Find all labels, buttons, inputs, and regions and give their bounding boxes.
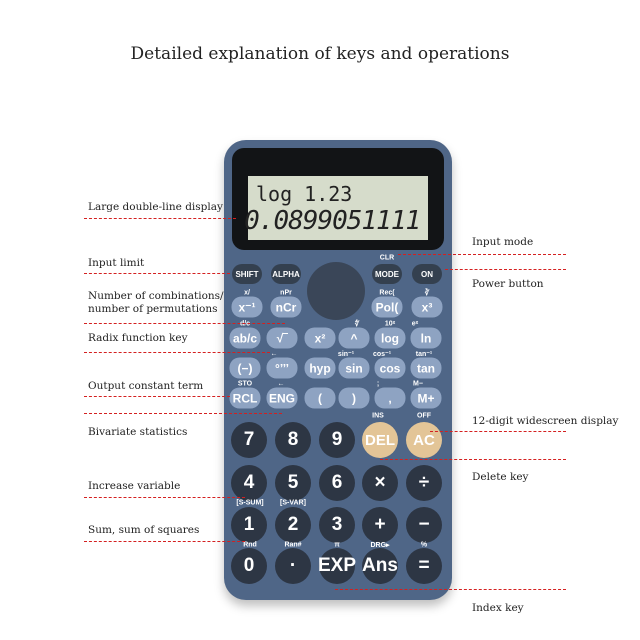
key-big[interactable]: 8 bbox=[275, 422, 311, 458]
annotation-label: Sum, sum of squares bbox=[88, 524, 200, 536]
key-big[interactable]: 2 bbox=[275, 507, 311, 543]
annotation-label: Number of combinations/ number of permutations bbox=[88, 290, 224, 315]
key-big[interactable]: 9 bbox=[319, 422, 355, 458]
key-big[interactable]: 1 bbox=[231, 507, 267, 543]
key-1[interactable]: ALPHA bbox=[271, 264, 301, 284]
key-big[interactable]: 7 bbox=[231, 422, 267, 458]
key-0[interactable]: SHIFT bbox=[232, 264, 262, 284]
leader-line bbox=[445, 269, 566, 270]
annotation-label: Bivariate statistics bbox=[88, 426, 188, 438]
shift-label: nPr bbox=[280, 289, 292, 297]
annotation-label: Index key bbox=[472, 602, 524, 614]
key-big[interactable]: 4 bbox=[231, 465, 267, 501]
shift-label: tan⁻¹ bbox=[415, 351, 433, 358]
shift-label: ; bbox=[376, 380, 380, 388]
display-line-2: 0.0899051111 bbox=[244, 206, 420, 236]
leader-line bbox=[84, 541, 245, 542]
leader-line bbox=[84, 413, 282, 414]
leader-line bbox=[398, 254, 566, 255]
leader-line bbox=[84, 218, 236, 219]
annotation-label: Input mode bbox=[472, 236, 534, 248]
key-16[interactable]: hyp bbox=[305, 358, 336, 379]
key-17[interactable]: sin bbox=[339, 358, 370, 379]
leader-line bbox=[380, 459, 566, 460]
key-big[interactable]: AC bbox=[406, 422, 442, 458]
shift-label: sin⁻¹ bbox=[337, 351, 355, 358]
annotation-label: Power button bbox=[472, 278, 544, 290]
key-big[interactable]: − bbox=[406, 507, 442, 543]
leader-line bbox=[84, 273, 230, 274]
key-big[interactable]: DEL bbox=[362, 422, 398, 458]
key-15[interactable]: °’’’ bbox=[267, 358, 298, 379]
leader-line bbox=[84, 396, 230, 397]
key-big[interactable]: 5 bbox=[275, 465, 311, 501]
shift-label: Rec( bbox=[379, 289, 395, 297]
key-big[interactable]: · bbox=[275, 548, 311, 584]
annotation-label: Increase variable bbox=[88, 480, 181, 492]
key-21[interactable]: ENG bbox=[267, 388, 298, 409]
key-big[interactable]: 3 bbox=[319, 507, 355, 543]
key-2[interactable]: MODE bbox=[372, 264, 402, 284]
display-line-1: log 1.23 bbox=[256, 182, 353, 206]
shift-label: ← bbox=[270, 350, 278, 358]
shift-label: OFF bbox=[417, 412, 431, 420]
key-big[interactable]: Ans bbox=[362, 548, 398, 584]
annotation-label: Large double-line display bbox=[88, 201, 223, 213]
leader-line bbox=[84, 352, 270, 353]
key-12[interactable]: log bbox=[375, 328, 406, 349]
key-big[interactable]: EXP bbox=[319, 548, 355, 584]
shift-label: ← bbox=[277, 380, 285, 388]
leader-line bbox=[84, 323, 285, 324]
annotation-label: Radix function key bbox=[88, 332, 188, 344]
annotation-label: Input limit bbox=[88, 257, 145, 269]
page-title: Detailed explanation of keys and operations bbox=[130, 44, 510, 64]
key-3[interactable]: ON bbox=[412, 264, 442, 284]
key-big[interactable]: = bbox=[406, 548, 442, 584]
key-11[interactable]: ^ bbox=[339, 328, 370, 349]
key-10[interactable]: x² bbox=[305, 328, 336, 349]
shift-label: Ran# bbox=[284, 541, 302, 549]
shift-label: d/c bbox=[239, 320, 251, 328]
shift-label: M− bbox=[413, 380, 423, 388]
shift-label: x/ bbox=[244, 289, 250, 297]
key-7[interactable]: x³ bbox=[412, 297, 443, 318]
key-24[interactable]: , bbox=[375, 388, 406, 409]
shift-label: DRG▸ bbox=[370, 542, 390, 549]
key-18[interactable]: cos bbox=[375, 358, 406, 379]
key-5[interactable]: nCr bbox=[271, 297, 302, 318]
shift-label: ∛ bbox=[424, 290, 430, 297]
key-25[interactable]: M+ bbox=[411, 388, 442, 409]
shift-label: CLR bbox=[379, 254, 395, 262]
key-22[interactable]: ( bbox=[305, 388, 336, 409]
shift-label: cos⁻¹ bbox=[372, 351, 392, 358]
key-20[interactable]: RCL bbox=[230, 388, 261, 409]
leader-line bbox=[430, 431, 566, 432]
shift-label: [S-VAR] bbox=[280, 499, 306, 507]
leader-line bbox=[84, 497, 245, 498]
key-14[interactable]: (−) bbox=[230, 358, 261, 379]
shift-label: π bbox=[334, 541, 340, 549]
shift-label: STO bbox=[237, 380, 253, 388]
key-8[interactable]: ab/c bbox=[230, 328, 261, 349]
shift-label: INS bbox=[372, 412, 384, 420]
key-19[interactable]: tan bbox=[411, 358, 442, 379]
shift-label: 10ˣ bbox=[384, 320, 396, 328]
annotation-label: Delete key bbox=[472, 471, 529, 483]
shift-label: Rnd bbox=[243, 541, 257, 549]
shift-label: % bbox=[420, 541, 428, 549]
shift-label: eˣ bbox=[411, 320, 419, 328]
key-big[interactable]: × bbox=[362, 465, 398, 501]
key-big[interactable]: ÷ bbox=[406, 465, 442, 501]
key-4[interactable]: x⁻¹ bbox=[232, 297, 263, 318]
lcd-display bbox=[244, 176, 428, 240]
key-23[interactable]: ) bbox=[339, 388, 370, 409]
key-6[interactable]: Pol( bbox=[372, 297, 403, 318]
key-13[interactable]: ln bbox=[411, 328, 442, 349]
key-big[interactable]: 6 bbox=[319, 465, 355, 501]
annotation-label: Output constant term bbox=[88, 380, 204, 392]
key-big[interactable]: 0 bbox=[231, 548, 267, 584]
annotation-label: 12-digit widescreen display bbox=[472, 415, 619, 427]
shift-label: ∜ bbox=[354, 321, 360, 328]
key-big[interactable]: + bbox=[362, 507, 398, 543]
shift-label: [S-SUM] bbox=[236, 499, 264, 507]
leader-line bbox=[335, 589, 566, 590]
direction-pad[interactable] bbox=[307, 262, 365, 320]
key-9[interactable]: √‾ bbox=[267, 328, 298, 349]
